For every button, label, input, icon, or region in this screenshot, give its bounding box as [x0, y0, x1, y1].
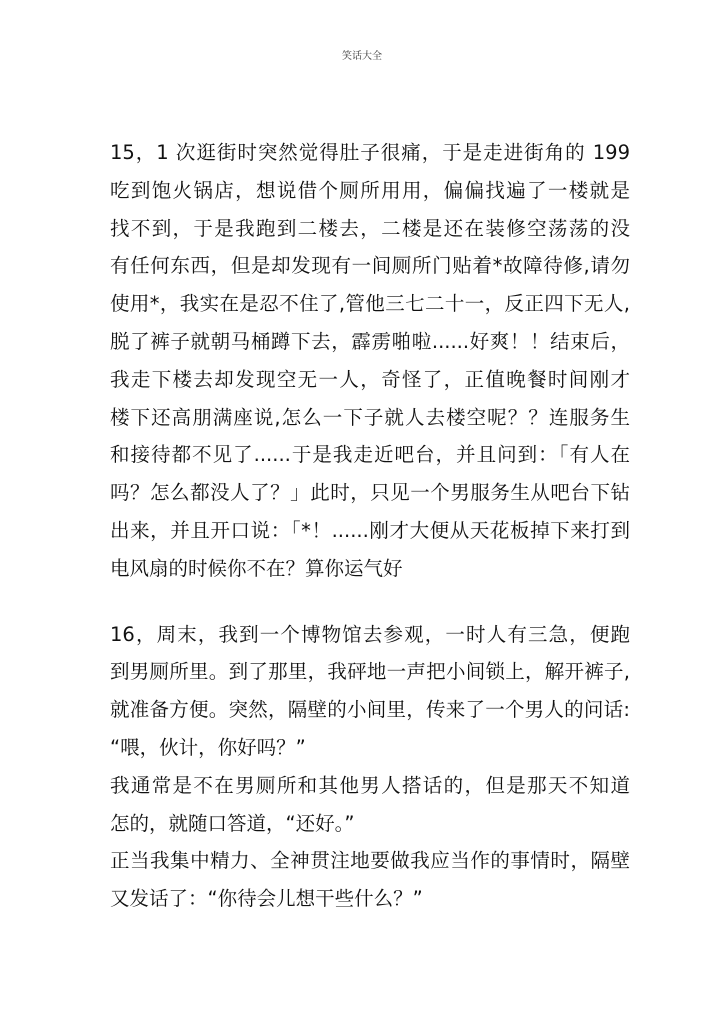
text-line: 和接待都不见了......于是我走近吧台，并且问到：「有人在 [110, 443, 630, 467]
text-line: 楼下还高朋满座说,怎么一下子就人去楼空呢？？连服务生 [110, 405, 630, 429]
paragraph-gap [110, 588, 630, 616]
text-line: 我通常是不在男厕所和其他男人搭话的，但是那天不知道 [110, 773, 630, 797]
text-line: 16，周末，我到一个博物馆去参观，一时人有三急，便跑 [110, 622, 630, 646]
text-line: 就准备方便。突然，隔壁的小间里，传来了一个男人的问话: [110, 698, 630, 722]
text-line: 脱了裤子就朝马桶蹲下去，霹雳啪啦......好爽！！结束后， [110, 329, 630, 353]
text-line: 吗？怎么都没人了？」此时，只见一个男服务生从吧台下钻 [110, 481, 630, 505]
text-line: 电风扇的时候你不在？算你运气好 [110, 556, 403, 580]
text-line: 到男厕所里。到了那里，我砰地一声把小间锁上，解开裤子, [110, 660, 630, 684]
text-line: 正当我集中精力、全神贯注地要做我应当作的事情时，隔壁 [110, 849, 630, 873]
page-header-title: 笑话大全 [342, 51, 382, 62]
text-line: 又发话了：“你待会儿想干些什么？” [110, 887, 423, 911]
joke-16-paragraph [110, 616, 630, 918]
text-line: 出来，并且开口说：「*！......刚才大便从天花板掉下来打到 [110, 518, 630, 542]
text-line: 我走下楼去却发现空无一人，奇怪了，正值晚餐时间刚才 [110, 367, 630, 391]
text-line: 有任何东西，但是却发现有一间厕所门贴着*故障待修,请勿 [110, 254, 630, 278]
document-body [110, 134, 630, 918]
text-line: “喂，伙计，你好吗？” [110, 735, 306, 759]
text-line: 怎的，就随口答道，“还好。” [110, 811, 355, 835]
text-line: 15，1 次逛街时突然觉得肚子很痛，于是走进街角的 199 [110, 141, 630, 164]
text-line: 找不到，于是我跑到二楼去，二楼是还在装修空荡荡的没 [110, 216, 630, 240]
text-line: 吃到饱火锅店，想说借个厕所用用，偏偏找遍了一楼就是 [110, 178, 630, 202]
text-line: 使用*，我实在是忍不住了,管他三七二十一，反正四下无人, [110, 292, 630, 316]
joke-15-paragraph [110, 134, 630, 588]
